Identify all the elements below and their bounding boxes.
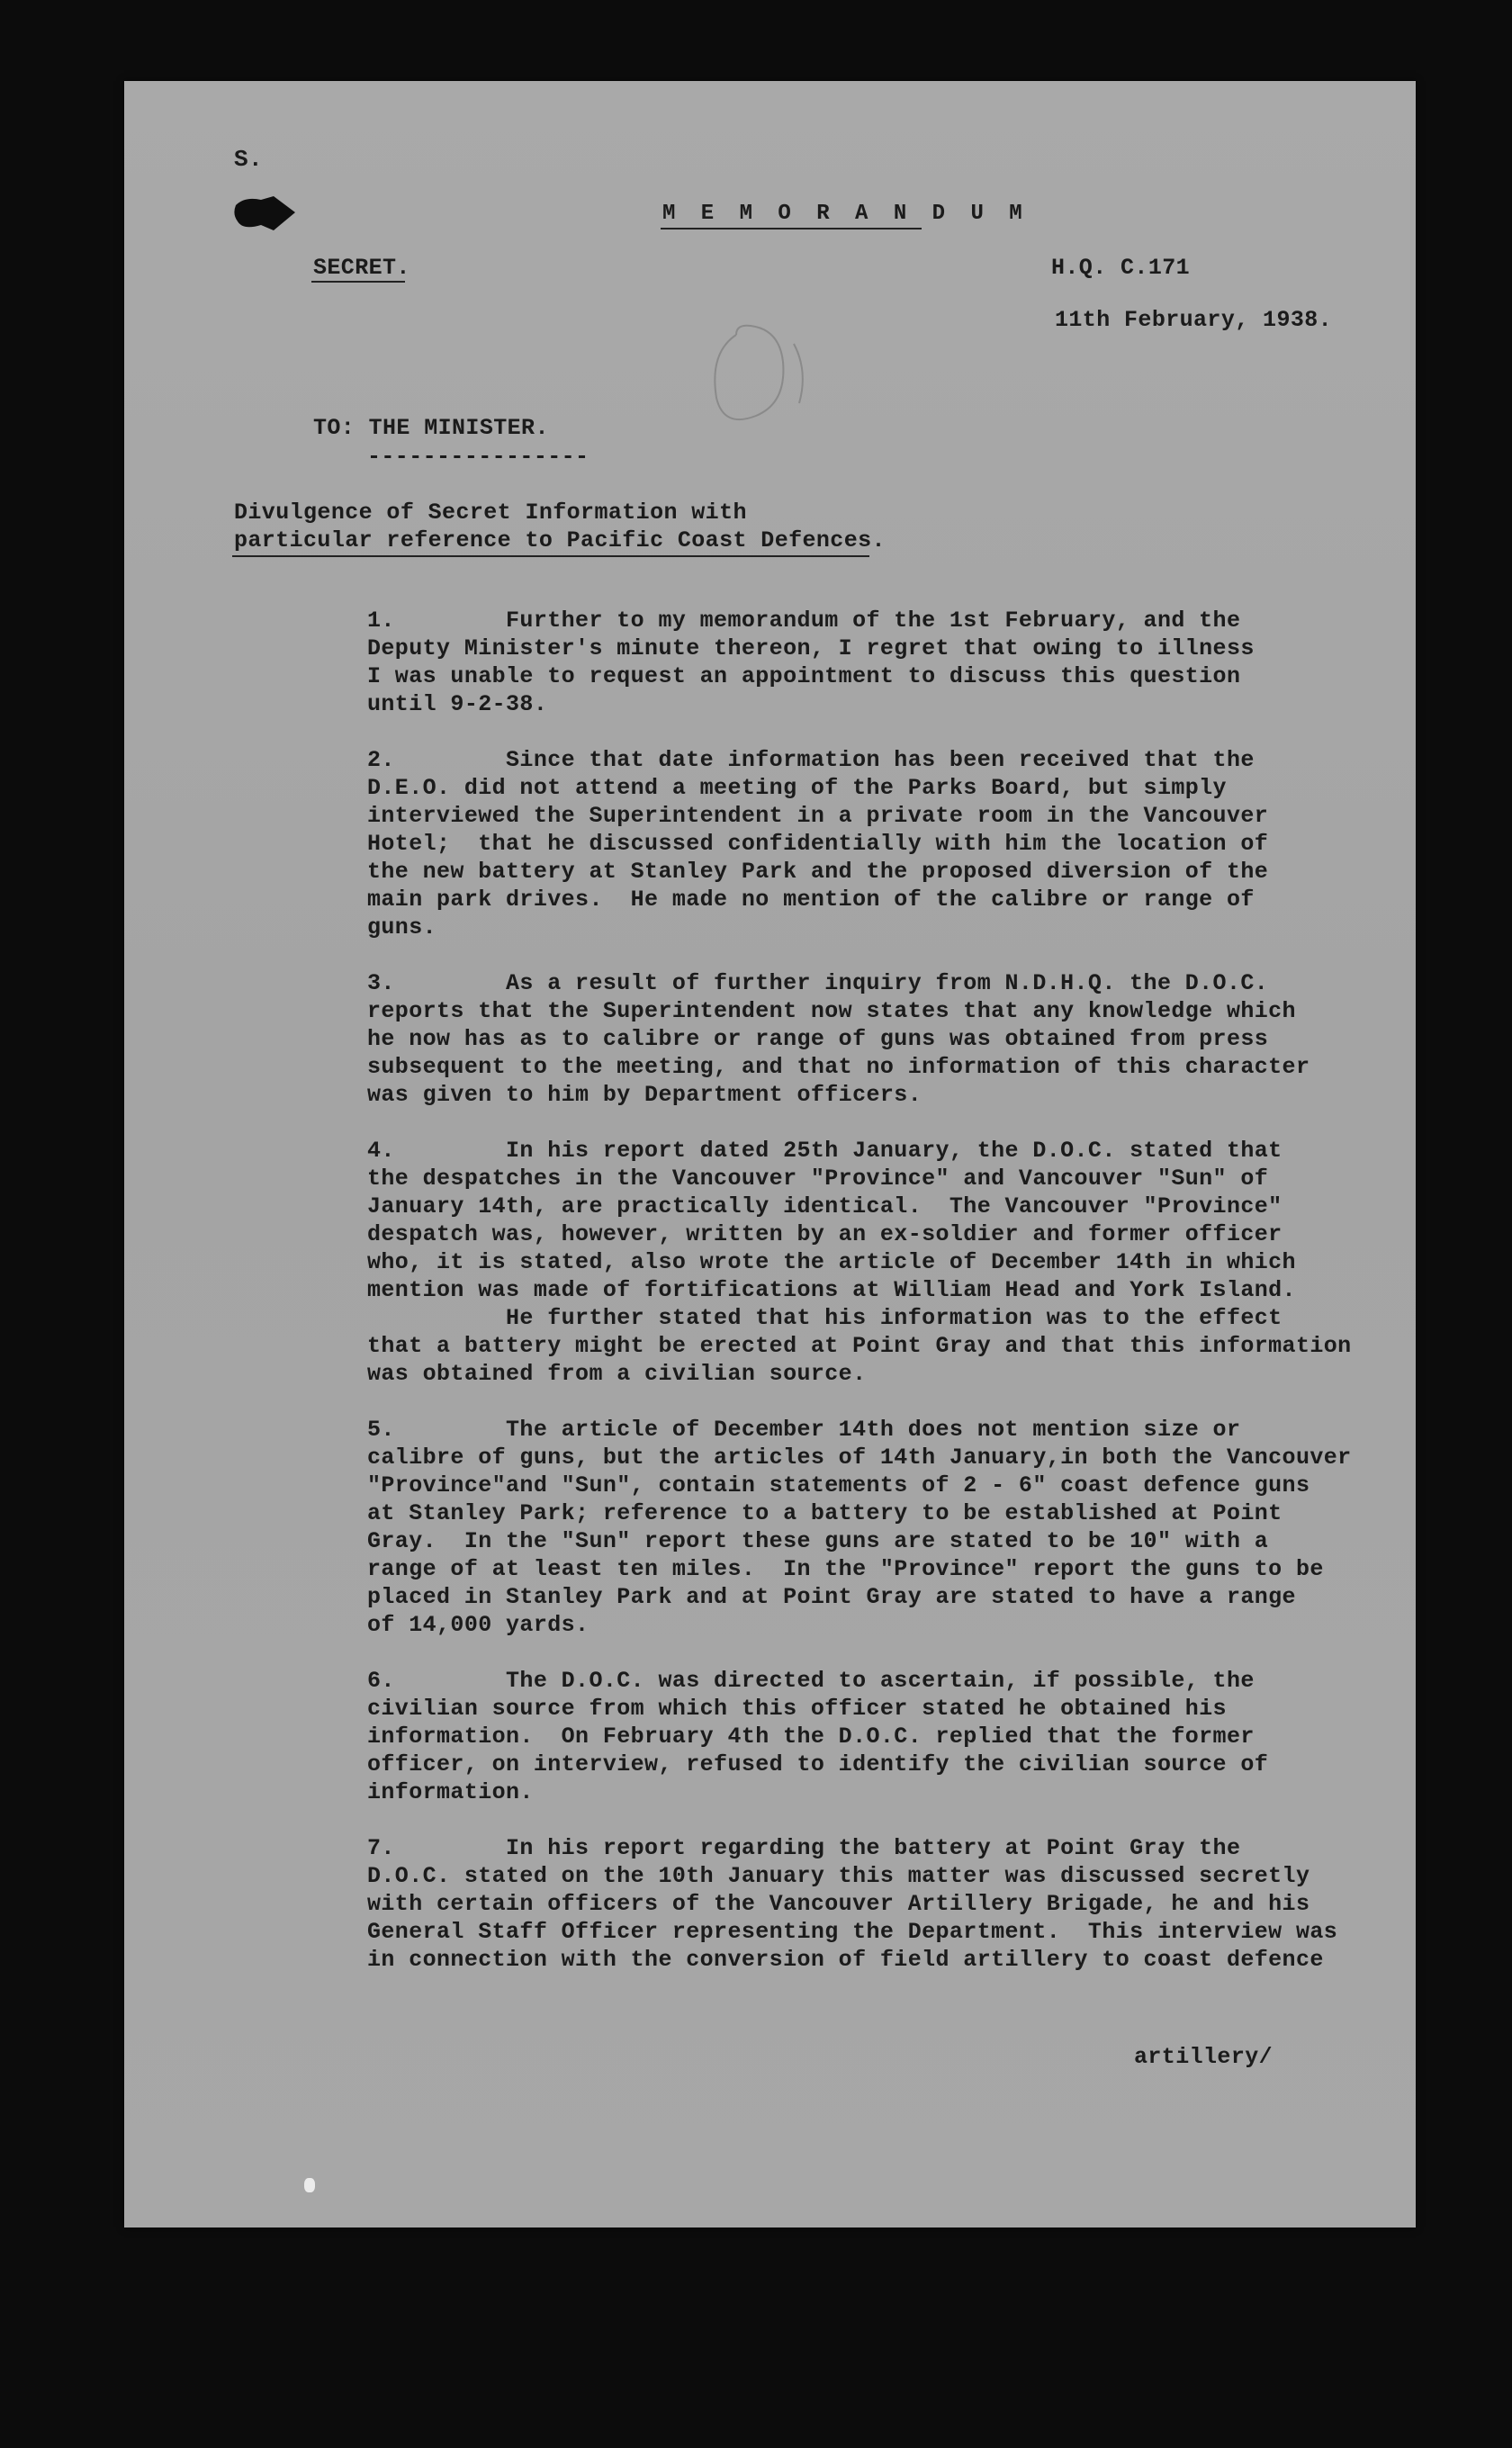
paragraph-line: General Staff Officer representing the Department. This interview was [367,1919,1338,1945]
classification-label: SECRET. [313,255,410,281]
paragraph [367,969,1375,1109]
addressee-underline: ---------------- [367,444,590,470]
paragraph [367,607,1375,718]
paragraph-line: placed in Stanley Park and at Point Gray are stated to have a range [367,1584,1296,1610]
paragraph-line: officer, on interview, refused to identify the civilian source of [367,1751,1269,1778]
paragraph-line: despatch was, however, written by an ex-soldier and former officer [367,1221,1282,1247]
document-title: M E M O R A N D U M [662,202,1029,226]
paragraph-line: in connection with the conversion of field artillery to coast defence [367,1947,1324,1973]
paragraph-line: he now has as to calibre or range of guns was obtained from press [367,1026,1269,1052]
paragraph-line: mention was made of fortifications at William Head and York Island. [367,1277,1296,1303]
paragraph-line: the new battery at Stanley Park and the proposed diversion of the [367,859,1269,885]
paragraph-line: 3. As a result of further inquiry from N.D.H.Q. the D.O.C. [367,970,1269,996]
paragraph [367,746,1375,941]
paragraph-line: 7. In his report regarding the battery at Point Gray the [367,1835,1241,1861]
paragraph-line: interviewed the Superintendent in a private room in the Vancouver [367,803,1269,829]
paragraph-line: "Province"and "Sun", contain statements of 2 - 6" coast defence guns [367,1472,1310,1498]
paragraph-line: I was unable to request an appointment to discuss this question [367,663,1241,689]
paragraph [367,1834,1375,1974]
paragraph-line: D.O.C. stated on the 10th January this matter was discussed secretly [367,1863,1310,1889]
paragraph-line: of 14,000 yards. [367,1612,590,1638]
paragraph-line: who, it is stated, also wrote the article of December 14th in which [367,1249,1296,1275]
arrow-stamp-icon [234,193,297,234]
paragraph-line: was given to him by Department officers. [367,1082,922,1108]
paragraph [367,1416,1375,1639]
corner-mark: S. [234,146,264,173]
paragraph-line: information. On February 4th the D.O.C. replied that the former [367,1724,1255,1750]
subject-line-2: particular reference to Pacific Coast Defences. [234,527,886,554]
memorandum-body [367,607,1375,2002]
paragraph [367,1137,1375,1388]
paragraph-line: Hotel; that he discussed confidentially with him the location of [367,831,1269,857]
reference-number: H.Q. C.171 [1051,255,1191,281]
subject-line-1: Divulgence of Secret Information with [234,500,747,526]
paragraph-line: the despatches in the Vancouver "Province" and Vancouver "Sun" of [367,1166,1269,1192]
paragraph-line: at Stanley Park; reference to a battery to be established at Point [367,1500,1282,1526]
addressee-line: TO: THE MINISTER. [313,415,549,441]
paragraph-line: 1. Further to my memorandum of the 1st February, and the [367,608,1241,634]
paragraph-line: with certain officers of the Vancouver Artillery Brigade, he and his [367,1891,1310,1917]
paragraph-line: 4. In his report dated 25th January, the D.O.C. stated that [367,1138,1282,1164]
paragraph-line: civilian source from which this officer stated he obtained his [367,1696,1227,1722]
paragraph-line: 5. The article of December 14th does not mention size or [367,1417,1241,1443]
paragraph-line: reports that the Superintendent now states that any knowledge which [367,998,1296,1024]
title-underline [661,228,922,230]
paragraph-line: 6. The D.O.C. was directed to ascertain, if possible, the [367,1668,1255,1694]
pencil-mark-icon [700,317,826,434]
subject-heading [234,499,886,554]
memorandum-page [124,81,1416,2228]
paragraph-line: was obtained from a civilian source. [367,1361,867,1387]
paragraph-line: Deputy Minister's minute thereon, I regret that owing to illness [367,635,1255,662]
paragraph-line: January 14th, are practically identical. The Vancouver "Province" [367,1193,1282,1220]
paragraph-line: calibre of guns, but the articles of 14th January,in both the Vancouver [367,1444,1352,1471]
paragraph-line: guns. [367,914,437,940]
paragraph-line: range of at least ten miles. In the "Province" report the guns to be [367,1556,1324,1582]
paragraph-line: that a battery might be erected at Point Gray and that this information [367,1333,1352,1359]
classification-underline [311,281,405,283]
paragraph-line: subsequent to the meeting, and that no information of this character [367,1054,1310,1080]
paragraph-line: main park drives. He made no mention of the calibre or range of [367,886,1255,913]
paragraph-line: 2. Since that date information has been received that the [367,747,1255,773]
paper-speck [304,2178,315,2192]
paragraph-line: Gray. In the "Sun" report these guns are stated to be 10" with a [367,1528,1269,1554]
subject-underline [232,555,869,557]
paragraph [367,1667,1375,1806]
continuation-word: artillery/ [1134,2044,1274,2070]
document-date: 11th February, 1938. [1055,307,1333,333]
paragraph-line: until 9-2-38. [367,691,548,717]
paragraph-line: He further stated that his information was to the effect [367,1305,1282,1331]
paragraph-line: information. [367,1779,534,1805]
paragraph-line: D.E.O. did not attend a meeting of the Parks Board, but simply [367,775,1227,801]
